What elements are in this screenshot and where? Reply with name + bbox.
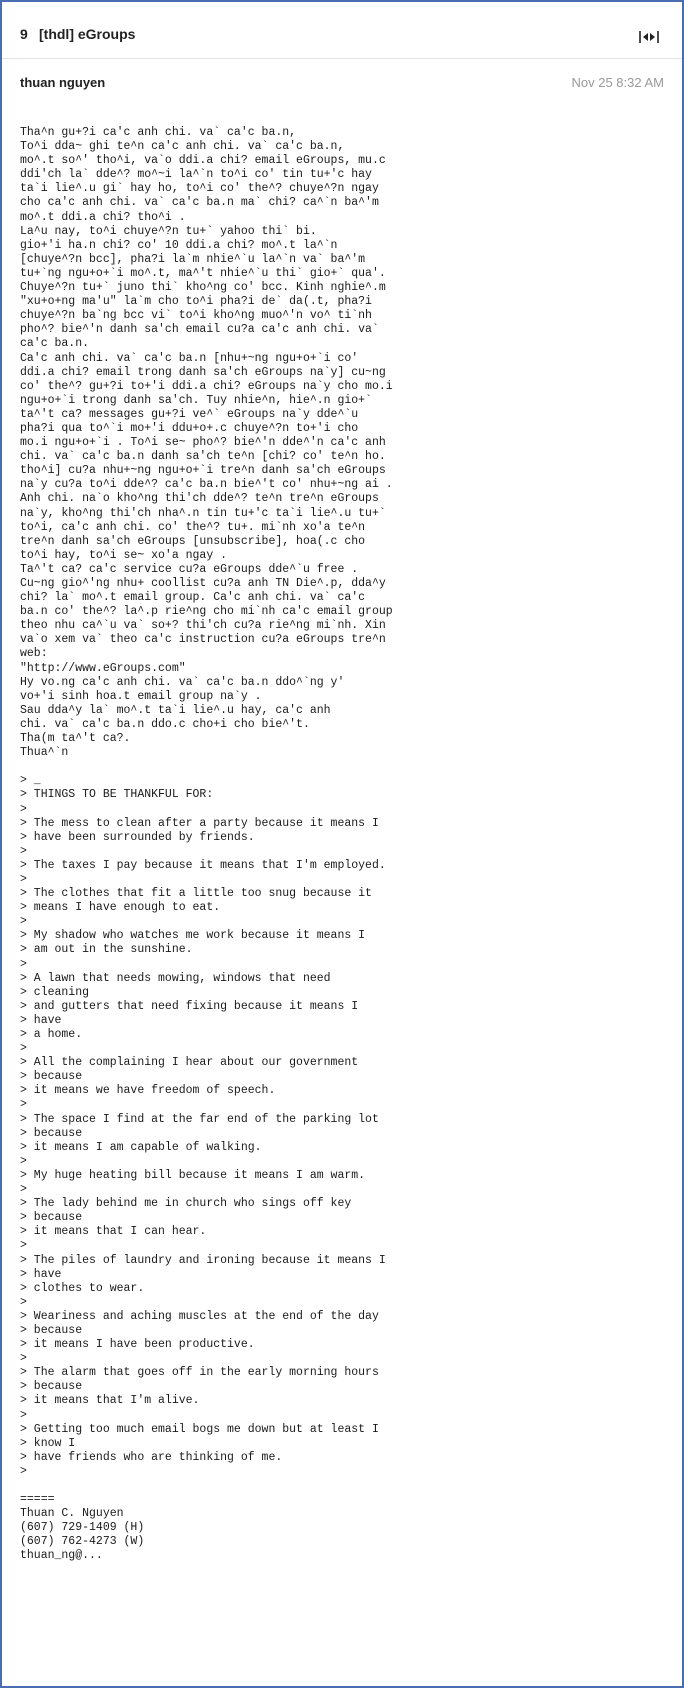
thread-number: 9 <box>20 26 28 42</box>
message-date: Nov 25 8:32 AM <box>571 75 664 90</box>
message-body: Tha^n gu+?i ca'c anh chi. va` ca'c ba.n, To^i dda~ ghi te^n ca'c anh chi. va` ca'c ba.n, mo^.t so^' tho^i, va`o ddi.a chi? email eGroups, mu.c ddi'ch la` dde^? mo^~i la^`n to^i co' tin tu+'c hay ta`i lie^.u gi` hay ho, to^i co' the^? chuye^?n ngay cho ca'c anh chi. va` ca'c ba.n ma` chi? ca^`n ba^'m mo^.t ddi.a chi? tho^i . La^u nay, to^i chuye^?n tu+` yahoo thi` bi. gio+'i ha.n chi? co' 10 ddi.a chi? mo^.t la^`n [chuye^?n bcc], pha?i la`m nhie^`u la^`n va` ba^'m tu+`ng ngu+o+`i mo^.t, ma^'t nhie^`u thi` gio+` qua'. Chuye^?n tu+` juno thi` kho^ng co' bcc. Kinh nghie^.m "xu+o+ng ma'u" la`m cho to^i pha?i de` da(.t, pha?i chuye^?n ba`ng bcc vi` to^i kho^ng muo^'n vo^ ti`nh pho^? bie^'n danh sa'ch email cu?a ca'c anh chi. va` ca'c ba.n. Ca'c anh chi. va` ca'c ba.n [nhu+~ng ngu+o+`i co' ddi.a chi? email trong danh sa'ch eGroups na`y] cu~ng co' the^? gu+?i to+'i ddi.a chi? eGroups na`y cho mo.i ngu+o+`i trong danh sa'ch. Tuy nhie^n, hie^.n gio+` ta^'t ca? messages gu+?i ve^` eGroups na`y dde^`u pha?i qua to^`i mo+'i ddu+o+.c chuye^?n to+'i cho mo.i ngu+o+`i . To^i se~ pho^? bie^'n dde^'n ca'c anh chi. va` ca'c ba.n danh sa'ch te^n [chi? co' te^n ho. tho^i] cu?a nhu+~ng ngu+o+`i tre^n danh sa'ch eGroups na`y cu?a to^i dde^? ca'c ba.n bie^'t co' nhu+~ng ai . Anh chi. na`o kho^ng thi'ch dde^? te^n tre^n eGroups na`y, kho^ng thi'ch nha^.n tin tu+'c ta`i lie^.u tu+` to^i, ca'c anh chi. co' the^? tu+. mi`nh xo'a te^n tre^n danh sa'ch eGroups [unsubscribe], hoa(.c cho to^i hay, to^i se~ xo'a ngay . Ta^'t ca? ca'c service cu?a eGroups dde^`u free . Cu~ng gio^'ng nhu+ coollist cu?a anh TN Die^.p, dda^y chi? la` mo^.t email group. Ca'c anh chi. va` ca'c ba.n co' the^? la^.p rie^ng cho mi`nh ca'c email group theo nhu ca^`u va` so+? thi'ch cu?a rie^ng mi`nh. Xin va`o xem va` theo ca'c instruction cu?a eGroups tre^n web: "http://www.eGroups.com" Hy vo.ng ca'c anh chi. va` ca'c ba.n ddo^`ng y' vo+'i sinh hoa.t email group na`y . Sau dda^y la` mo^.t ta`i lie^.u hay, ca'c anh chi. va` ca'c ba.n ddo.c cho+i cho bie^'t. Tha(m ta^'t ca?. Thua^`n > _ > THINGS TO BE THANKFUL FOR: > > The mess to clean after a party because it means I > have been surrounded by friends. > > The taxes I pay because it means that I'm employed. > > The clothes that fit a little too snug because it > means I have enough to eat. > > My shadow who watches me work because it means I > am out in the sunshine. > > A lawn that needs mowing, windows that need > cleaning > and gutters that need fixing because it means I > have > a home. > > All the complaining I hear about our government > because > it means we have freedom of speech. > > The space I find at the far end of the parking lot > because > it means I am capable of walking. > > My huge heating bill because it means I am warm. > > The lady behind me in church who sings off key > because > it means that I can hear. > > The piles of laundry and ironing because it means I > have > clothes to wear. > > Weariness and aching muscles at the end of the day > because > it means I have been productive. > > The alarm that goes off in the early morning hours > because > it means that I'm alive. > > Getting too much email bogs me down but at least I > know I > have friends who are thinking of me. > ===== Thuan C. Nguyen (607) 729-1409 (H) (607) 762-4273 (W) thuan_ng@... <box>20 126 393 1563</box>
thread-title: [thdl] eGroups <box>39 26 136 42</box>
message-meta <box>2 59 682 103</box>
expand-collapse-icon[interactable] <box>638 28 660 46</box>
expand-collapse-icon-glyph <box>638 30 660 44</box>
thread-header <box>2 2 682 59</box>
sender-name[interactable]: thuan nguyen <box>20 75 106 90</box>
